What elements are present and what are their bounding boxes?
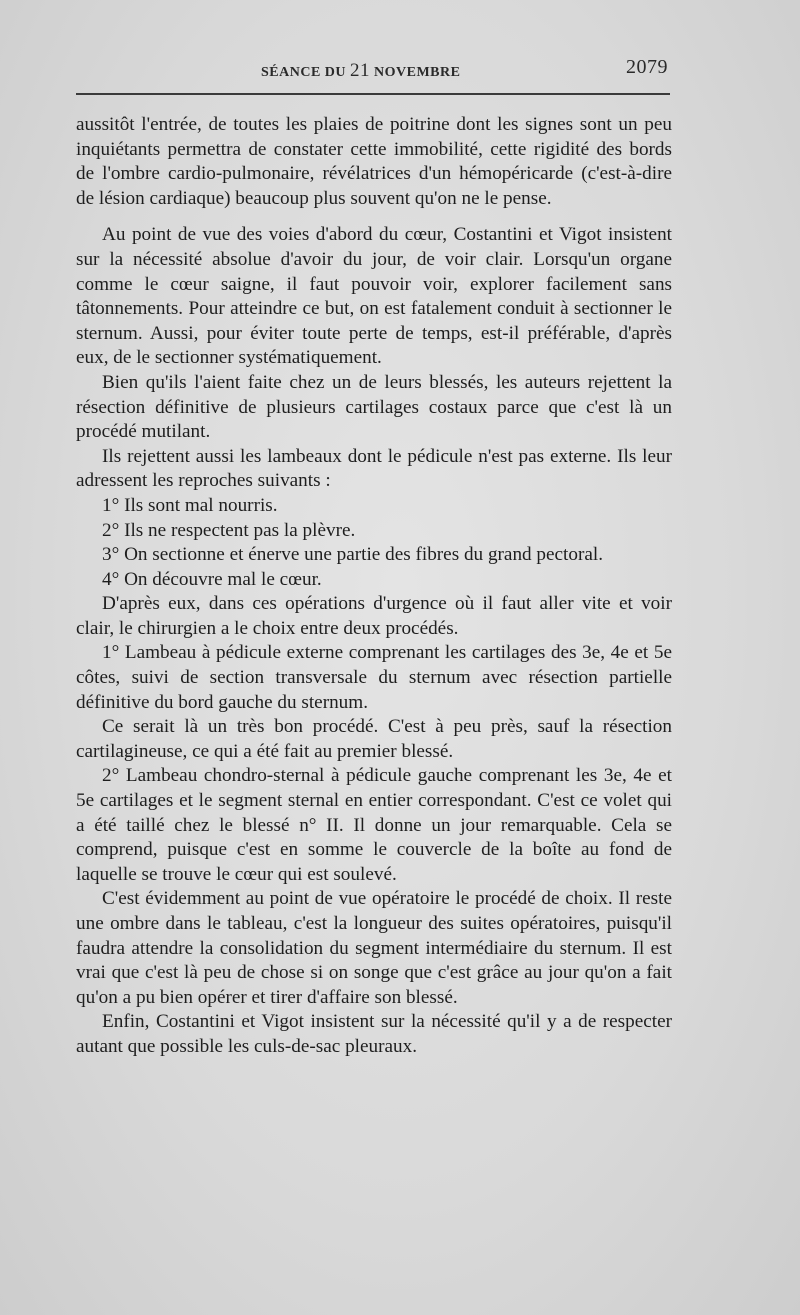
- running-header: [76, 54, 670, 84]
- list-item: 2° Ils ne respectent pas la plèvre.: [102, 519, 356, 541]
- paragraph: Bien qu'ils l'aient faite chez un de leurs blessés, les auteurs rejettent la résection définitive de plusieurs cartilages costaux parce que c'est là un procédé mutilant.: [76, 371, 672, 443]
- list-item: 3° On sectionne et énerve une partie des fibres du grand pectoral.: [102, 544, 604, 566]
- paragraph: Au point de vue des voies d'abord du cœur, Costantini et Vigot insistent sur la nécessité absolue d'avoir du jour, de voir clair. Lorsqu'un organe comme le cœur saigne, il faut pouvoir voir, explorer facilement sans tâtonnements. Pour atteindre ce but, on est fatalement conduit à sectionner le sternum. Aussi, pour éviter toute perte de temps, est-il préférable, d'après eux, de le sectionner systématiquement.: [76, 224, 672, 369]
- list-item: 1° Ils sont mal nourris.: [102, 494, 278, 516]
- running-title-month: NOVEMBRE: [374, 65, 461, 80]
- running-title-day: 21: [350, 60, 371, 81]
- paragraph: 1° Lambeau à pédicule externe comprenant les cartilages des 3e, 4e et 5e côtes, suivi de section transversale du sternum avec résection partielle définitive du bord gauche du sternum.: [76, 642, 672, 713]
- header-rule: [76, 93, 670, 95]
- paragraph: 2° Lambeau chondro-sternal à pédicule gauche comprenant les 3e, 4e et 5e cartilages et le segment sternal en entier correspondant. C'est ce volet qui a été taillé chez le blessé n° II. Il donne un jour remarquable. Cela se comprend, puisque c'est en somme le couvercle de la boîte au fond de laquelle se trouve le cœur qui est soulevé.: [76, 765, 672, 885]
- paragraph-continuation: aussitôt l'entrée, de toutes les plaies de poitrine dont les signes sont un peu inquiétants permettra de constater cette immobilité, cette rigidité des bords de l'ombre cardio-pulmonaire, révélatrices d'un hémopéricarde (c'est-à-dire de lésion cardiaque) beaucoup plus souvent qu'on ne le pense.: [76, 114, 672, 209]
- paragraph: Ils rejettent aussi les lambeaux dont le pédicule n'est pas externe. Ils leur adressent les reproches suivants :: [76, 445, 672, 492]
- paragraph: C'est évidemment au point de vue opératoire le procédé de choix. Il reste une ombre dans le tableau, c'est la longueur des suites opératoires, puisqu'il faudra attendre la consolidation du segment intermédiaire du sternum. Il est vrai que c'est là peu de chose si on songe que c'est grâce au jour qu'on a fait qu'on a pu bien opérer et tirer d'affaire son blessé.: [76, 888, 672, 1008]
- body-text: [76, 113, 672, 1060]
- paragraph: Enfin, Costantini et Vigot insistent sur la nécessité qu'il y a de respecter autant que possible les culs-de-sac pleuraux.: [76, 1011, 672, 1057]
- running-title-prefix: SÉANCE DU: [261, 65, 347, 80]
- page-number: 2079: [626, 56, 668, 78]
- paragraph: D'après eux, dans ces opérations d'urgence où il faut aller vite et voir clair, le chirurgien a le choix entre deux procédés.: [76, 593, 672, 639]
- list-item: 4° On découvre mal le cœur.: [102, 568, 322, 590]
- running-title: [261, 60, 460, 82]
- paragraph: Ce serait là un très bon procédé. C'est à peu près, sauf la résection cartilagineuse, ce qui a été fait au premier blessé.: [76, 716, 672, 762]
